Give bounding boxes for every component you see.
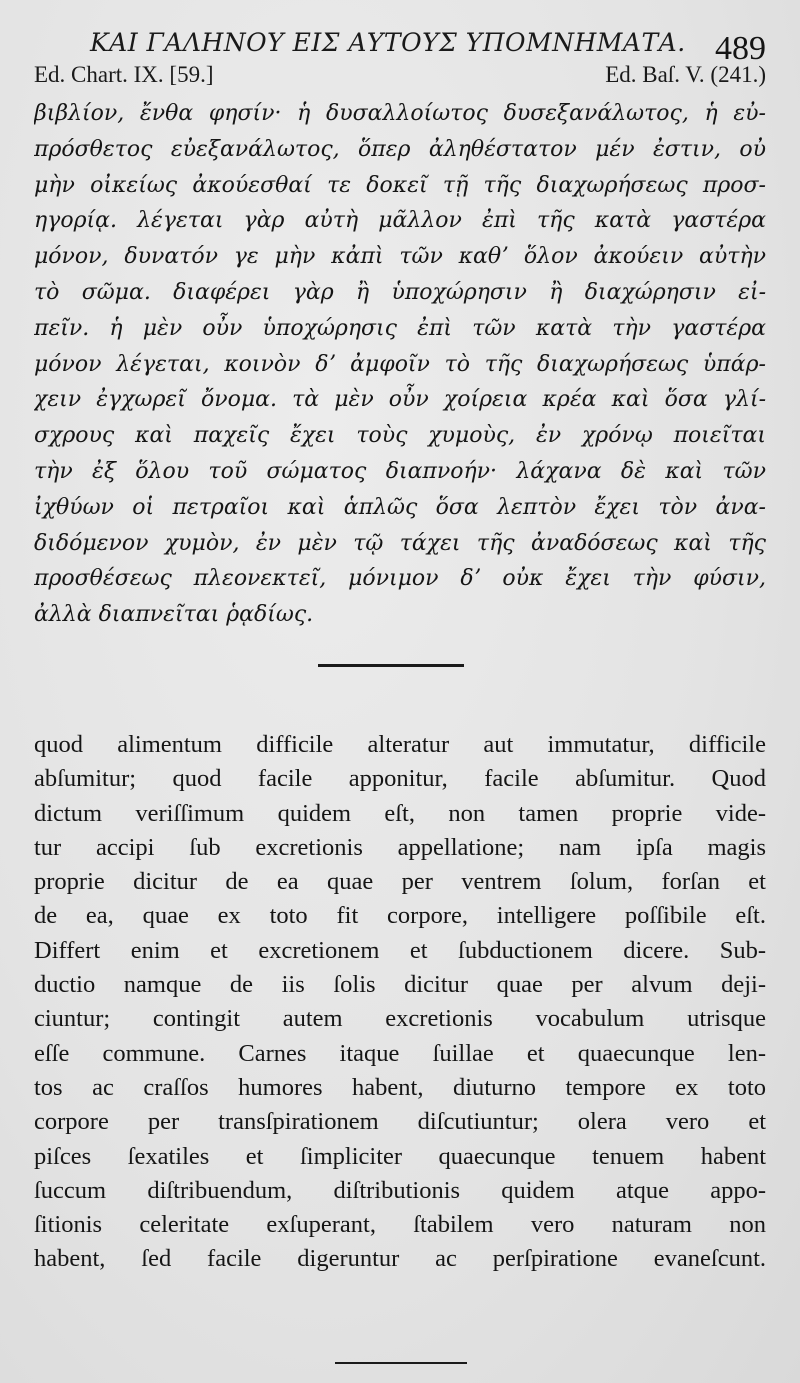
greek-text-line: χειν ἐγχωρεῖ ὄνομα. τὰ μὲν οὖν χοίρεια κρέα καὶ ὅσα γλί- xyxy=(34,387,766,413)
greek-text-line: μόνον λέγεται, κοινὸν δʼ ἀμφοῖν τὸ τῆς διαχωρήσεως ὑπάρ- xyxy=(34,351,766,377)
section-divider-rule xyxy=(318,664,464,667)
footer-divider-rule xyxy=(335,1362,467,1364)
running-title: ΚΑΙ ΓΑΛΗΝΟΥ ΕΙΣ ΑΥΤΟΥΣ ΥΠΟΜΝΗΜΑΤΑ. xyxy=(90,28,686,57)
latin-text-line: de ea, quae ex toto fit corpore, intelligere poſſibile eſt. xyxy=(34,902,766,930)
latin-text-line: eſſe commune. Carnes itaque ſuillae et quaecunque len- xyxy=(34,1039,766,1067)
latin-text-line: proprie dicitur de ea quae per ventrem ſolum, forſan et xyxy=(34,868,766,896)
greek-text-line: πρόσθετος εὐεξανάλωτος, ὅπερ ἀληθέστατον μέν ἐστιν, οὐ xyxy=(34,136,766,162)
greek-text-line: ἰχθύων οἱ πετραῖοι καὶ ἁπλῶς ὅσα λεπτὸν ἔχει τὸν ἀνα- xyxy=(34,494,766,520)
latin-text-line: ductio namque de iis ſolis dicitur quae per alvum deji- xyxy=(34,971,766,999)
latin-text-line: tos ac craſſos humores habent, diuturno tempore ex toto xyxy=(34,1073,766,1101)
latin-text-line: dictum veriſſimum quidem eſt, non tamen proprie vide- xyxy=(34,799,766,827)
latin-text-line: abſumitur; quod facile apponitur, facile abſumitur. Quod xyxy=(34,765,766,793)
latin-text-block xyxy=(34,728,766,1277)
greek-text-block xyxy=(34,96,766,633)
greek-text-line: πεῖν. ἡ μὲν οὖν ὑποχώρησις ἐπὶ τῶν κατὰ τὴν γαστέρα xyxy=(34,315,766,341)
greek-text-line: μὴν οἰκείως ἀκούεσθαί τε δοκεῖ τῇ τῆς διαχωρήσεως προσ- xyxy=(34,172,766,198)
greek-text-line: βιβλίον, ἔνθα φησίν· ἡ δυσαλλοίωτος δυσεξανάλωτος, ἡ εὐ- xyxy=(34,101,766,126)
latin-text-line: corpore per transſpirationem diſcutiuntur; olera vero et xyxy=(34,1108,766,1136)
greek-text-line: σχρους καὶ παχεῖς ἔχει τοὺς χυμοὺς, ἐν χρόνῳ ποιεῖται xyxy=(34,423,766,449)
edition-chartier-ref: Ed. Chart. IX. [59.] xyxy=(34,62,214,87)
latin-text-line: ciuntur; contingit autem excretionis vocabulum utrisque xyxy=(34,1005,766,1033)
page-number: 489 xyxy=(715,30,766,67)
latin-text-line: tur accipi ſub excretionis appellatione; nam ipſa magis xyxy=(34,833,766,861)
latin-text-line: ſitionis celeritate exſuperant, ſtabilem vero naturam non xyxy=(34,1211,766,1239)
greek-text-line: διδόμενον χυμὸν, ἐν μὲν τῷ τάχει τῆς ἀναδόσεως καὶ τῆς xyxy=(34,530,766,556)
edition-reference-line xyxy=(34,62,766,96)
greek-text-line: μόνον, δυνατόν γε μὴν κἀπὶ τῶν καθʼ ὅλον ἀκούειν αὐτὴν xyxy=(34,244,766,270)
edition-basel-ref: Ed. Baſ. V. (241.) xyxy=(605,62,766,87)
greek-text-line: τὸ σῶμα. διαφέρει γὰρ ἢ ὑποχώρησιν ἢ διαχώρησιν εἰ- xyxy=(34,279,766,305)
latin-text-line: piſces ſexatiles et ſimpliciter quaecunque tenuem habent xyxy=(34,1142,766,1170)
latin-text-line: habent, ſed facile digeruntur ac perſpiratione evaneſcunt. xyxy=(34,1245,766,1273)
latin-text-line: quod alimentum difficile alteratur aut immutatur, difficile xyxy=(34,731,766,758)
greek-text-line: προσθέσεως πλεονεκτεῖ, μόνιμον δʼ οὐκ ἔχει τὴν φύσιν, xyxy=(34,566,766,592)
greek-text-line: ἀλλὰ διαπνεῖται ῥᾳδίως. xyxy=(34,602,314,628)
greek-text-line: ηγορίᾳ. λέγεται γὰρ αὐτὴ μᾶλλον ἐπὶ τῆς κατὰ γαστέρα xyxy=(34,208,766,234)
latin-text-line: Differt enim et excretionem et ſubductionem dicere. Sub- xyxy=(34,936,766,964)
latin-text-line: ſuccum diſtribuendum, diſtributionis quidem atque appo- xyxy=(34,1176,766,1204)
greek-text-line: τὴν ἐξ ὅλου τοῦ σώματος διαπνοήν· λάχανα δὲ καὶ τῶν xyxy=(34,458,766,484)
